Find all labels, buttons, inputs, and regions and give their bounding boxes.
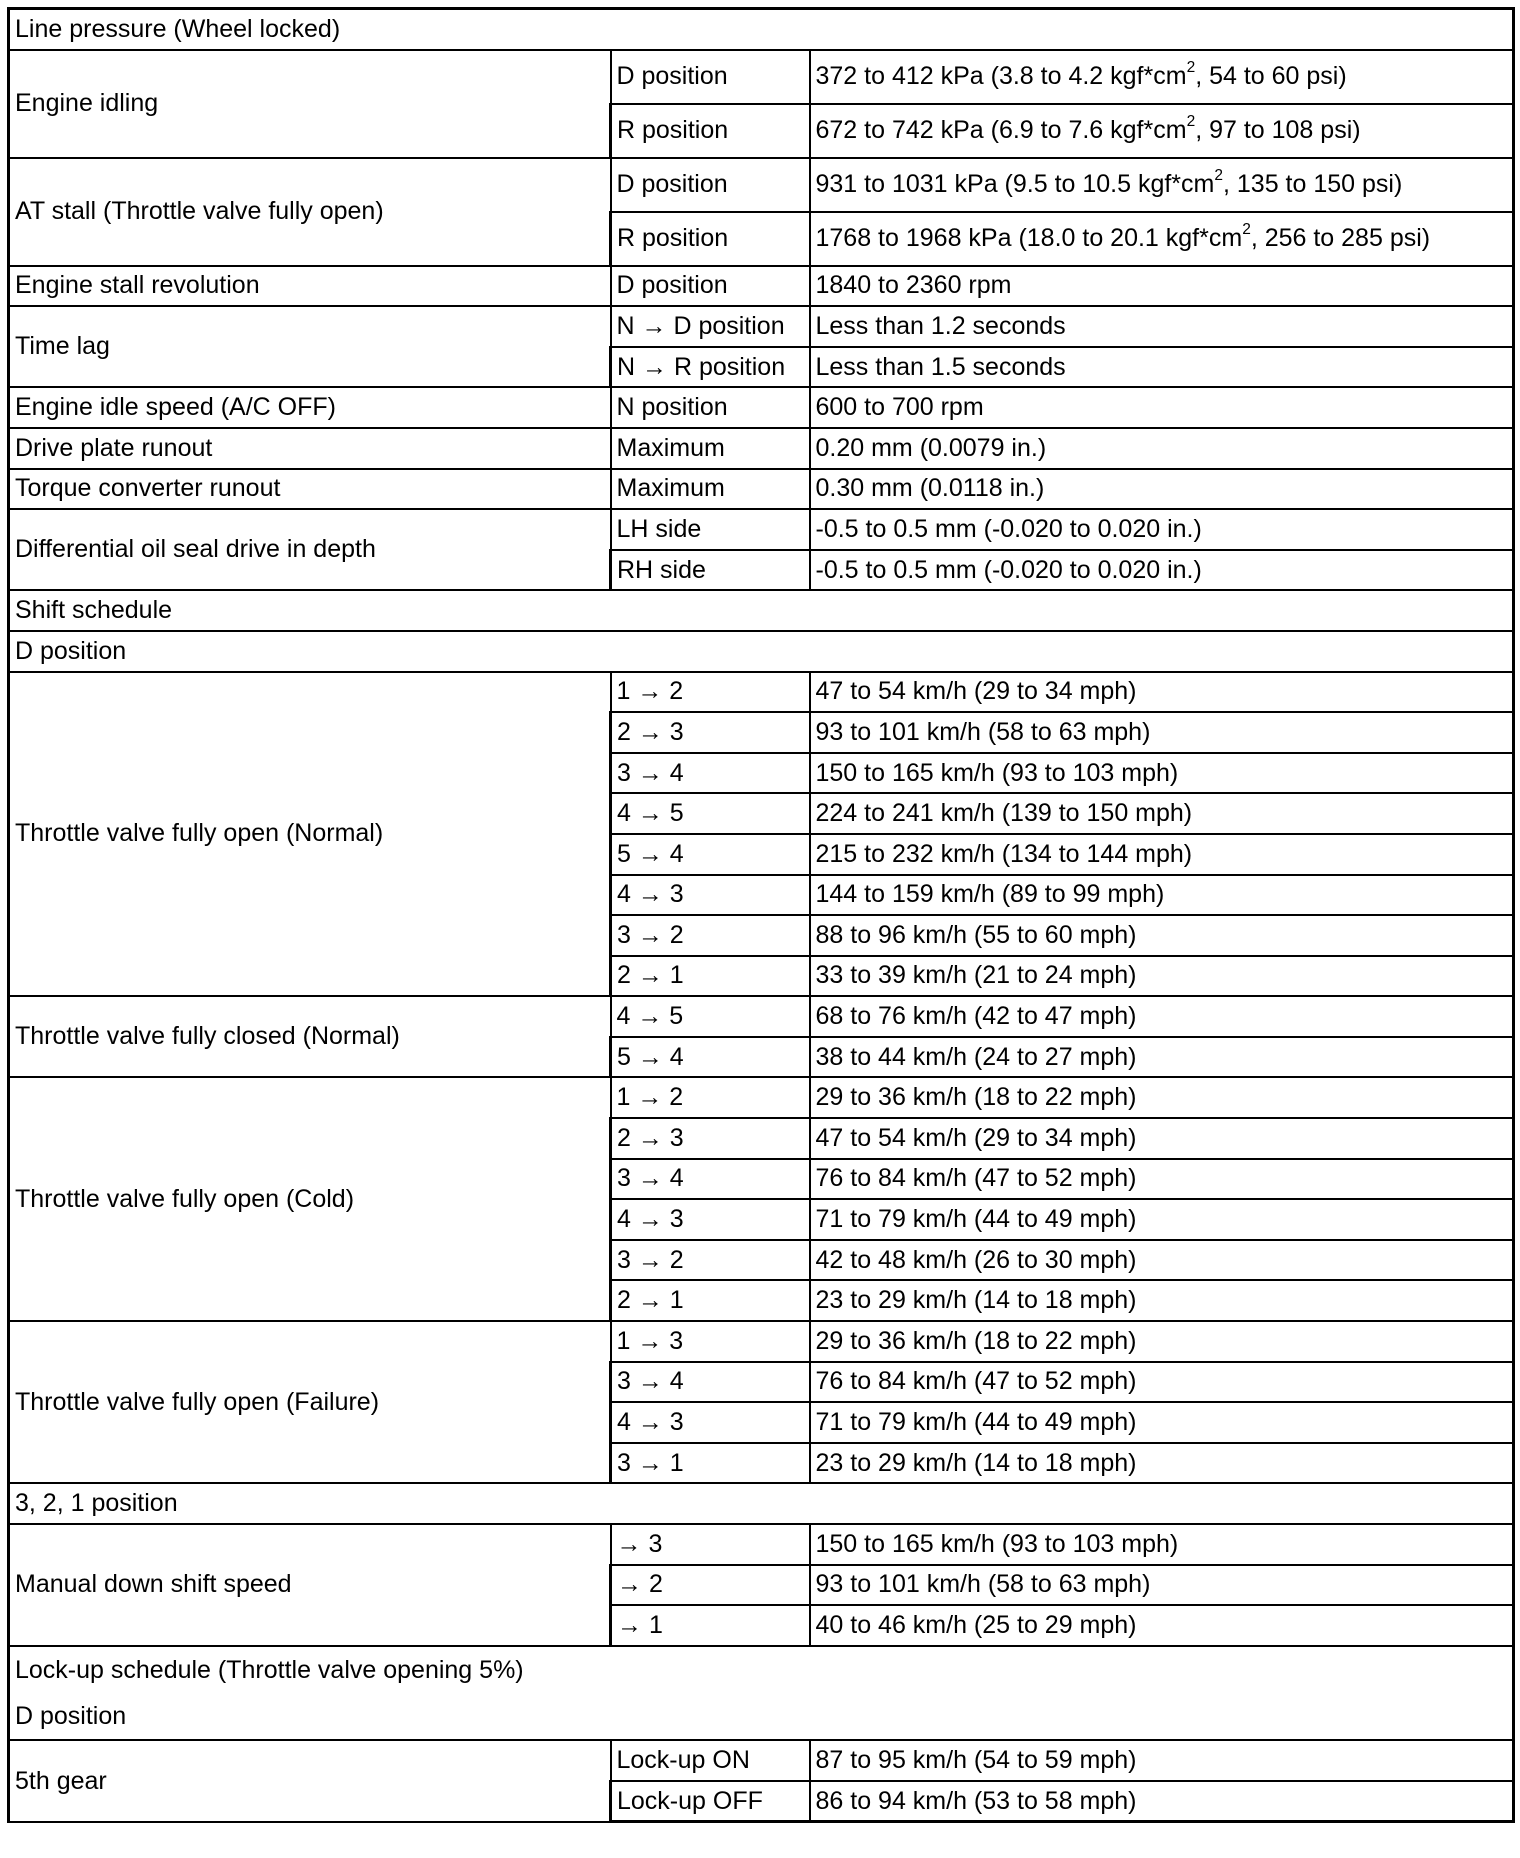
- section-row: [9, 631, 1514, 672]
- section-row: [9, 1646, 1514, 1741]
- value-cell: 47 to 54 km/h (29 to 34 mph): [810, 672, 1514, 713]
- value-cell: 76 to 84 km/h (47 to 52 mph): [810, 1362, 1514, 1403]
- value-cell: 29 to 36 km/h (18 to 22 mph): [810, 1077, 1514, 1118]
- condition-cell: 2 → 3: [611, 1118, 810, 1159]
- condition-cell: 4 → 5: [611, 996, 810, 1037]
- value-cell: 23 to 29 km/h (14 to 18 mph): [810, 1280, 1514, 1321]
- value-cell: 93 to 101 km/h (58 to 63 mph): [810, 1565, 1514, 1606]
- value-cell: 76 to 84 km/h (47 to 52 mph): [810, 1159, 1514, 1200]
- value-cell: 29 to 36 km/h (18 to 22 mph): [810, 1321, 1514, 1362]
- item-label: Time lag: [9, 306, 611, 387]
- condition-cell: 2 → 3: [611, 712, 810, 753]
- value-cell: 372 to 412 kPa (3.8 to 4.2 $kgf*cm^2$, 54 to 60 psi): [810, 50, 1514, 104]
- condition-cell: D position: [611, 50, 810, 104]
- table-row: [9, 672, 1514, 713]
- condition-cell: LH side: [611, 509, 810, 550]
- condition-cell: 3 → 2: [611, 1240, 810, 1281]
- table-row: [9, 158, 1514, 212]
- value-cell: 0.30 mm (0.0118 in.): [810, 469, 1514, 510]
- table-row: [9, 469, 1514, 510]
- section-row: [9, 590, 1514, 631]
- value-cell: 672 to 742 kPa (6.9 to 7.6 $kgf*cm^2$, 97 to 108 psi): [810, 104, 1514, 158]
- section-row: [9, 1483, 1514, 1524]
- item-label: Drive plate runout: [9, 428, 611, 469]
- value-cell: 215 to 232 km/h (134 to 144 mph): [810, 834, 1514, 875]
- value-cell: 23 to 29 km/h (14 to 18 mph): [810, 1443, 1514, 1484]
- section-header-lockup: [9, 1646, 1514, 1741]
- condition-cell: 4 → 3: [611, 875, 810, 916]
- condition-cell: 3 → 4: [611, 1362, 810, 1403]
- condition-cell: 2 → 1: [611, 1280, 810, 1321]
- condition-cell: Lock-up ON: [611, 1740, 810, 1781]
- section-header-line-pressure: Line pressure (Wheel locked): [9, 9, 1514, 50]
- value-cell: 86 to 94 km/h (53 to 58 mph): [810, 1781, 1514, 1822]
- value-cell: 71 to 79 km/h (44 to 49 mph): [810, 1199, 1514, 1240]
- condition-cell: 4 → 5: [611, 793, 810, 834]
- value-cell: 600 to 700 rpm: [810, 387, 1514, 428]
- table-row: [9, 509, 1514, 550]
- value-cell: 150 to 165 km/h (93 to 103 mph): [810, 1524, 1514, 1565]
- condition-cell: 3 → 2: [611, 915, 810, 956]
- value-cell: 38 to 44 km/h (24 to 27 mph): [810, 1037, 1514, 1078]
- item-label: Throttle valve fully open (Cold): [9, 1077, 611, 1321]
- item-label: Engine idle speed (A/C OFF): [9, 387, 611, 428]
- table-row: [9, 996, 1514, 1037]
- value-cell: 931 to 1031 kPa (9.5 to 10.5 $kgf*cm^2$, 135 to 150 psi): [810, 158, 1514, 212]
- value-cell: Less than 1.2 seconds: [810, 306, 1514, 347]
- table-row: [9, 1077, 1514, 1118]
- table-row: [9, 1524, 1514, 1565]
- table-row: [9, 306, 1514, 347]
- item-label: Differential oil seal drive in depth: [9, 509, 611, 590]
- condition-cell: D position: [611, 266, 810, 307]
- condition-cell: 3 → 4: [611, 753, 810, 794]
- section-header-321-position: 3, 2, 1 position: [9, 1483, 1514, 1524]
- spec-table: [7, 7, 1515, 1823]
- table-row: [9, 266, 1514, 307]
- condition-cell: 1 → 3: [611, 1321, 810, 1362]
- value-cell: 47 to 54 km/h (29 to 34 mph): [810, 1118, 1514, 1159]
- item-label: AT stall (Throttle valve fully open): [9, 158, 611, 266]
- item-label: Manual down shift speed: [9, 1524, 611, 1646]
- table-row: [9, 387, 1514, 428]
- condition-cell: 5 → 4: [611, 834, 810, 875]
- item-label: Throttle valve fully open (Normal): [9, 672, 611, 997]
- condition-cell: R position: [611, 212, 810, 266]
- value-cell: 93 to 101 km/h (58 to 63 mph): [810, 712, 1514, 753]
- value-cell: 40 to 46 km/h (25 to 29 mph): [810, 1605, 1514, 1646]
- value-cell: 150 to 165 km/h (93 to 103 mph): [810, 753, 1514, 794]
- section-header-d-position: D position: [9, 631, 1514, 672]
- condition-cell: N position: [611, 387, 810, 428]
- value-cell: Less than 1.5 seconds: [810, 347, 1514, 388]
- table-row: [9, 428, 1514, 469]
- condition-cell: → 2: [611, 1565, 810, 1606]
- value-cell: 71 to 79 km/h (44 to 49 mph): [810, 1402, 1514, 1443]
- condition-cell: 1 → 2: [611, 672, 810, 713]
- table-row: [9, 50, 1514, 104]
- item-label: Engine idling: [9, 50, 611, 158]
- item-label: Throttle valve fully closed (Normal): [9, 996, 611, 1077]
- section-header-shift-schedule: Shift schedule: [9, 590, 1514, 631]
- table-row: [9, 1740, 1514, 1781]
- condition-cell: Lock-up OFF: [611, 1781, 810, 1822]
- value-cell: 42 to 48 km/h (26 to 30 mph): [810, 1240, 1514, 1281]
- value-cell: 33 to 39 km/h (21 to 24 mph): [810, 956, 1514, 997]
- value-cell: 1768 to 1968 kPa (18.0 to 20.1 $kgf*cm^2$, 256 to 285 psi): [810, 212, 1514, 266]
- item-label: Torque converter runout: [9, 469, 611, 510]
- item-label: Throttle valve fully open (Failure): [9, 1321, 611, 1483]
- item-label: 5th gear: [9, 1740, 611, 1822]
- value-cell: -0.5 to 0.5 mm (-0.020 to 0.020 in.): [810, 509, 1514, 550]
- section-row: [9, 9, 1514, 50]
- table-row: [9, 1321, 1514, 1362]
- condition-cell: 5 → 4: [611, 1037, 810, 1078]
- condition-cell: Maximum: [611, 428, 810, 469]
- condition-cell: 3 → 1: [611, 1443, 810, 1484]
- condition-cell: N → D position: [611, 306, 810, 347]
- value-cell: 0.20 mm (0.0079 in.): [810, 428, 1514, 469]
- condition-cell: 4 → 3: [611, 1402, 810, 1443]
- value-cell: 1840 to 2360 rpm: [810, 266, 1514, 307]
- condition-cell: RH side: [611, 550, 810, 591]
- lockup-title: Lock-up schedule (Throttle valve opening 5%): [15, 1655, 524, 1684]
- condition-cell: 3 → 4: [611, 1159, 810, 1200]
- value-cell: 144 to 159 km/h (89 to 99 mph): [810, 875, 1514, 916]
- condition-cell: → 1: [611, 1605, 810, 1646]
- condition-cell: 4 → 3: [611, 1199, 810, 1240]
- value-cell: 88 to 96 km/h (55 to 60 mph): [810, 915, 1514, 956]
- value-cell: 68 to 76 km/h (42 to 47 mph): [810, 996, 1514, 1037]
- condition-cell: R position: [611, 104, 810, 158]
- value-cell: -0.5 to 0.5 mm (-0.020 to 0.020 in.): [810, 550, 1514, 591]
- value-cell: 224 to 241 km/h (139 to 150 mph): [810, 793, 1514, 834]
- condition-cell: 2 → 1: [611, 956, 810, 997]
- lockup-d-position: D position: [15, 1702, 127, 1731]
- value-cell: 87 to 95 km/h (54 to 59 mph): [810, 1740, 1514, 1781]
- item-label: Engine stall revolution: [9, 266, 611, 307]
- condition-cell: → 3: [611, 1524, 810, 1565]
- condition-cell: Maximum: [611, 469, 810, 510]
- condition-cell: 1 → 2: [611, 1077, 810, 1118]
- condition-cell: N → R position: [611, 347, 810, 388]
- condition-cell: D position: [611, 158, 810, 212]
